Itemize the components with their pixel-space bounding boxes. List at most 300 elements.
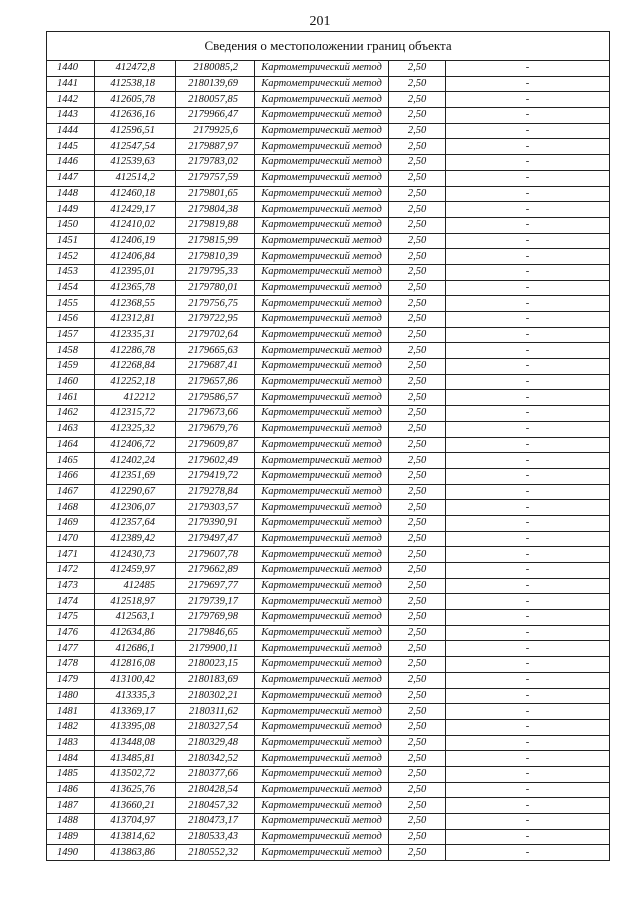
note-cell: - [446,563,610,579]
coordinate-y-cell: 2179887,97 [176,139,255,155]
note-cell: - [446,594,610,610]
method-cell: Картометрический метод [255,468,389,484]
table-row [47,343,610,359]
point-number-cell: 1475 [47,610,95,626]
note-cell: - [446,312,610,328]
coordinate-x-cell: 413704,97 [95,814,176,830]
point-number-cell: 1483 [47,735,95,751]
note-cell: - [446,735,610,751]
coordinate-x-cell: 412286,78 [95,343,176,359]
note-cell: - [446,829,610,845]
accuracy-cell: 2,50 [389,751,446,767]
coordinate-x-cell: 412357,64 [95,515,176,531]
method-cell: Картометрический метод [255,186,389,202]
method-cell: Картометрический метод [255,374,389,390]
accuracy-cell: 2,50 [389,500,446,516]
coordinate-y-cell: 2179846,65 [176,625,255,641]
table-row [47,76,610,92]
point-number-cell: 1488 [47,814,95,830]
table-row [47,531,610,547]
point-number-cell: 1480 [47,688,95,704]
note-cell: - [446,641,610,657]
note-cell: - [446,531,610,547]
coordinate-x-cell: 412290,67 [95,484,176,500]
coordinate-y-cell: 2179815,99 [176,233,255,249]
accuracy-cell: 2,50 [389,657,446,673]
table-row [47,374,610,390]
point-number-cell: 1446 [47,155,95,171]
coordinate-y-cell: 2179665,63 [176,343,255,359]
coordinate-y-cell: 2180473,17 [176,814,255,830]
note-cell: - [446,578,610,594]
coordinate-x-cell: 412686,1 [95,641,176,657]
note-cell: - [446,139,610,155]
method-cell: Картометрический метод [255,814,389,830]
method-cell: Картометрический метод [255,578,389,594]
point-number-cell: 1481 [47,704,95,720]
method-cell: Картометрический метод [255,594,389,610]
coordinate-y-cell: 2179602,49 [176,453,255,469]
method-cell: Картометрический метод [255,437,389,453]
note-cell: - [446,688,610,704]
note-cell: - [446,202,610,218]
method-cell: Картометрический метод [255,296,389,312]
note-cell: - [446,123,610,139]
accuracy-cell: 2,50 [389,594,446,610]
note-cell: - [446,766,610,782]
coordinate-y-cell: 2179756,75 [176,296,255,312]
accuracy-cell: 2,50 [389,578,446,594]
note-cell: - [446,155,610,171]
coordinate-y-cell: 2179702,64 [176,327,255,343]
coordinate-y-cell: 2179419,72 [176,468,255,484]
point-number-cell: 1445 [47,139,95,155]
note-cell: - [446,359,610,375]
table-row [47,437,610,453]
accuracy-cell: 2,50 [389,798,446,814]
table-title-row [47,32,610,61]
note-cell: - [446,437,610,453]
coordinate-x-cell: 412429,17 [95,202,176,218]
accuracy-cell: 2,50 [389,390,446,406]
point-number-cell: 1468 [47,500,95,516]
coordinate-y-cell: 2180533,43 [176,829,255,845]
coordinate-x-cell: 412368,55 [95,296,176,312]
accuracy-cell: 2,50 [389,108,446,124]
coordinate-x-cell: 412325,32 [95,421,176,437]
coordinate-y-cell: 2180552,32 [176,845,255,861]
point-number-cell: 1473 [47,578,95,594]
point-number-cell: 1479 [47,672,95,688]
coordinate-y-cell: 2180183,69 [176,672,255,688]
point-number-cell: 1489 [47,829,95,845]
method-cell: Картометрический метод [255,421,389,437]
coordinate-y-cell: 2179795,33 [176,264,255,280]
point-number-cell: 1441 [47,76,95,92]
table-row [47,155,610,171]
table-row [47,751,610,767]
point-number-cell: 1447 [47,170,95,186]
accuracy-cell: 2,50 [389,264,446,280]
coordinate-x-cell: 412518,97 [95,594,176,610]
note-cell: - [446,249,610,265]
table-row [47,280,610,296]
point-number-cell: 1467 [47,484,95,500]
coordinate-x-cell: 412539,63 [95,155,176,171]
coordinate-x-cell: 412816,08 [95,657,176,673]
accuracy-cell: 2,50 [389,735,446,751]
method-cell: Картометрический метод [255,76,389,92]
note-cell: - [446,500,610,516]
coordinate-x-cell: 412634,86 [95,625,176,641]
point-number-cell: 1472 [47,563,95,579]
method-cell: Картометрический метод [255,406,389,422]
coordinate-y-cell: 2180329,48 [176,735,255,751]
method-cell: Картометрический метод [255,610,389,626]
point-number-cell: 1469 [47,515,95,531]
accuracy-cell: 2,50 [389,139,446,155]
point-number-cell: 1444 [47,123,95,139]
coordinate-y-cell: 2179819,88 [176,217,255,233]
coordinate-x-cell: 412410,02 [95,217,176,233]
coordinate-y-cell: 2179801,65 [176,186,255,202]
table-row [47,563,610,579]
accuracy-cell: 2,50 [389,123,446,139]
point-number-cell: 1471 [47,547,95,563]
method-cell: Картометрический метод [255,359,389,375]
table-row [47,719,610,735]
method-cell: Картометрический метод [255,264,389,280]
coordinate-y-cell: 2179662,89 [176,563,255,579]
coordinate-x-cell: 412485 [95,578,176,594]
accuracy-cell: 2,50 [389,343,446,359]
point-number-cell: 1457 [47,327,95,343]
coordinate-x-cell: 412335,31 [95,327,176,343]
note-cell: - [446,327,610,343]
point-number-cell: 1458 [47,343,95,359]
coordinate-x-cell: 412252,18 [95,374,176,390]
method-cell: Картометрический метод [255,61,389,77]
table-row [47,845,610,861]
coordinate-x-cell: 412460,18 [95,186,176,202]
method-cell: Картометрический метод [255,798,389,814]
method-cell: Картометрический метод [255,625,389,641]
table-row [47,92,610,108]
coordinate-y-cell: 2179278,84 [176,484,255,500]
coordinate-y-cell: 2179687,41 [176,359,255,375]
accuracy-cell: 2,50 [389,186,446,202]
coordinate-x-cell: 412365,78 [95,280,176,296]
coordinate-y-cell: 2180311,62 [176,704,255,720]
method-cell: Картометрический метод [255,782,389,798]
table-row [47,610,610,626]
coordinate-y-cell: 2179303,57 [176,500,255,516]
coordinate-x-cell: 412538,18 [95,76,176,92]
coordinate-x-cell: 412514,2 [95,170,176,186]
coordinate-x-cell: 412459,97 [95,563,176,579]
accuracy-cell: 2,50 [389,249,446,265]
method-cell: Картометрический метод [255,563,389,579]
table-row [47,139,610,155]
note-cell: - [446,751,610,767]
accuracy-cell: 2,50 [389,374,446,390]
note-cell: - [446,657,610,673]
coordinate-y-cell: 2179769,98 [176,610,255,626]
table-row [47,468,610,484]
accuracy-cell: 2,50 [389,202,446,218]
point-number-cell: 1448 [47,186,95,202]
note-cell: - [446,390,610,406]
note-cell: - [446,484,610,500]
method-cell: Картометрический метод [255,484,389,500]
accuracy-cell: 2,50 [389,296,446,312]
coordinate-y-cell: 2180457,32 [176,798,255,814]
coordinate-x-cell: 412268,84 [95,359,176,375]
accuracy-cell: 2,50 [389,515,446,531]
coordinate-x-cell: 413369,17 [95,704,176,720]
accuracy-cell: 2,50 [389,468,446,484]
coordinate-x-cell: 412406,19 [95,233,176,249]
note-cell: - [446,814,610,830]
boundary-table [46,31,610,861]
table-row [47,688,610,704]
coordinate-y-cell: 2179609,87 [176,437,255,453]
accuracy-cell: 2,50 [389,782,446,798]
point-number-cell: 1451 [47,233,95,249]
method-cell: Картометрический метод [255,170,389,186]
table-row [47,186,610,202]
coordinate-x-cell: 412402,24 [95,453,176,469]
note-cell: - [446,170,610,186]
method-cell: Картометрический метод [255,92,389,108]
note-cell: - [446,625,610,641]
note-cell: - [446,76,610,92]
table-row [47,217,610,233]
table-row [47,782,610,798]
table-row [47,421,610,437]
method-cell: Картометрический метод [255,390,389,406]
point-number-cell: 1462 [47,406,95,422]
note-cell: - [446,547,610,563]
accuracy-cell: 2,50 [389,845,446,861]
point-number-cell: 1454 [47,280,95,296]
coordinate-x-cell: 412406,84 [95,249,176,265]
point-number-cell: 1477 [47,641,95,657]
table-row [47,798,610,814]
note-cell: - [446,610,610,626]
table-row [47,406,610,422]
point-number-cell: 1456 [47,312,95,328]
coordinate-x-cell: 413100,42 [95,672,176,688]
accuracy-cell: 2,50 [389,280,446,296]
coordinate-y-cell: 2179739,17 [176,594,255,610]
point-number-cell: 1482 [47,719,95,735]
method-cell: Картометрический метод [255,531,389,547]
accuracy-cell: 2,50 [389,719,446,735]
method-cell: Картометрический метод [255,343,389,359]
accuracy-cell: 2,50 [389,155,446,171]
table-row [47,312,610,328]
coordinate-x-cell: 412389,42 [95,531,176,547]
accuracy-cell: 2,50 [389,610,446,626]
method-cell: Картометрический метод [255,766,389,782]
note-cell: - [446,280,610,296]
coordinate-x-cell: 413625,76 [95,782,176,798]
coordinate-x-cell: 412563,1 [95,610,176,626]
method-cell: Картометрический метод [255,108,389,124]
method-cell: Картометрический метод [255,217,389,233]
method-cell: Картометрический метод [255,139,389,155]
coordinate-x-cell: 412430,73 [95,547,176,563]
coordinate-x-cell: 412351,69 [95,468,176,484]
coordinate-y-cell: 2179804,38 [176,202,255,218]
point-number-cell: 1485 [47,766,95,782]
point-number-cell: 1449 [47,202,95,218]
coordinate-x-cell: 412395,01 [95,264,176,280]
point-number-cell: 1455 [47,296,95,312]
coordinate-y-cell: 2179390,91 [176,515,255,531]
coordinate-y-cell: 2179497,47 [176,531,255,547]
point-number-cell: 1443 [47,108,95,124]
note-cell: - [446,672,610,688]
method-cell: Картометрический метод [255,547,389,563]
method-cell: Картометрический метод [255,123,389,139]
table-row [47,390,610,406]
note-cell: - [446,108,610,124]
method-cell: Картометрический метод [255,657,389,673]
table-row [47,766,610,782]
note-cell: - [446,421,610,437]
table-row [47,814,610,830]
coordinate-x-cell: 412636,16 [95,108,176,124]
coordinate-y-cell: 2180139,69 [176,76,255,92]
note-cell: - [446,233,610,249]
method-cell: Картометрический метод [255,500,389,516]
table-row [47,108,610,124]
table-row [47,233,610,249]
accuracy-cell: 2,50 [389,76,446,92]
coordinate-y-cell: 2179697,77 [176,578,255,594]
point-number-cell: 1440 [47,61,95,77]
accuracy-cell: 2,50 [389,61,446,77]
table-row [47,61,610,77]
coordinate-x-cell: 413660,21 [95,798,176,814]
point-number-cell: 1459 [47,359,95,375]
table-row [47,500,610,516]
point-number-cell: 1470 [47,531,95,547]
coordinate-x-cell: 413814,62 [95,829,176,845]
coordinate-y-cell: 2180342,52 [176,751,255,767]
accuracy-cell: 2,50 [389,92,446,108]
table-row [47,578,610,594]
method-cell: Картометрический метод [255,312,389,328]
accuracy-cell: 2,50 [389,563,446,579]
coordinate-y-cell: 2180023,15 [176,657,255,673]
accuracy-cell: 2,50 [389,233,446,249]
note-cell: - [446,515,610,531]
coordinate-y-cell: 2179607,78 [176,547,255,563]
accuracy-cell: 2,50 [389,217,446,233]
coordinate-x-cell: 412406,72 [95,437,176,453]
note-cell: - [446,343,610,359]
coordinate-x-cell: 413448,08 [95,735,176,751]
accuracy-cell: 2,50 [389,312,446,328]
method-cell: Картометрический метод [255,719,389,735]
point-number-cell: 1452 [47,249,95,265]
coordinate-x-cell: 412547,54 [95,139,176,155]
note-cell: - [446,186,610,202]
coordinate-y-cell: 2179679,76 [176,421,255,437]
coordinate-y-cell: 2179780,01 [176,280,255,296]
point-number-cell: 1453 [47,264,95,280]
table-row [47,735,610,751]
accuracy-cell: 2,50 [389,406,446,422]
point-number-cell: 1463 [47,421,95,437]
accuracy-cell: 2,50 [389,704,446,720]
accuracy-cell: 2,50 [389,170,446,186]
note-cell: - [446,719,610,735]
point-number-cell: 1487 [47,798,95,814]
note-cell: - [446,453,610,469]
point-number-cell: 1486 [47,782,95,798]
coordinate-y-cell: 2180428,54 [176,782,255,798]
note-cell: - [446,406,610,422]
coordinate-x-cell: 412312,81 [95,312,176,328]
accuracy-cell: 2,50 [389,766,446,782]
table-row [47,515,610,531]
note-cell: - [446,782,610,798]
point-number-cell: 1442 [47,92,95,108]
table-row [47,657,610,673]
accuracy-cell: 2,50 [389,327,446,343]
coordinate-y-cell: 2179722,95 [176,312,255,328]
note-cell: - [446,217,610,233]
coordinate-x-cell: 412212 [95,390,176,406]
method-cell: Картометрический метод [255,155,389,171]
accuracy-cell: 2,50 [389,421,446,437]
table-body [47,61,610,861]
coordinate-x-cell: 412315,72 [95,406,176,422]
coordinate-y-cell: 2180085,2 [176,61,255,77]
coordinate-y-cell: 2179757,59 [176,170,255,186]
table-row [47,704,610,720]
accuracy-cell: 2,50 [389,437,446,453]
method-cell: Картометрический метод [255,453,389,469]
table-row [47,625,610,641]
note-cell: - [446,798,610,814]
coordinate-x-cell: 412472,8 [95,61,176,77]
point-number-cell: 1478 [47,657,95,673]
note-cell: - [446,92,610,108]
table-row [47,296,610,312]
table-title: Сведения о местоположении границ объекта [47,32,610,61]
table-row [47,327,610,343]
coordinate-y-cell: 2180377,66 [176,766,255,782]
note-cell: - [446,845,610,861]
point-number-cell: 1484 [47,751,95,767]
coordinate-y-cell: 2180302,21 [176,688,255,704]
method-cell: Картометрический метод [255,233,389,249]
point-number-cell: 1464 [47,437,95,453]
point-number-cell: 1474 [47,594,95,610]
method-cell: Картометрический метод [255,280,389,296]
coordinate-x-cell: 413502,72 [95,766,176,782]
note-cell: - [446,374,610,390]
coordinate-y-cell: 2179586,57 [176,390,255,406]
accuracy-cell: 2,50 [389,531,446,547]
table-row [47,359,610,375]
coordinate-y-cell: 2180057,85 [176,92,255,108]
